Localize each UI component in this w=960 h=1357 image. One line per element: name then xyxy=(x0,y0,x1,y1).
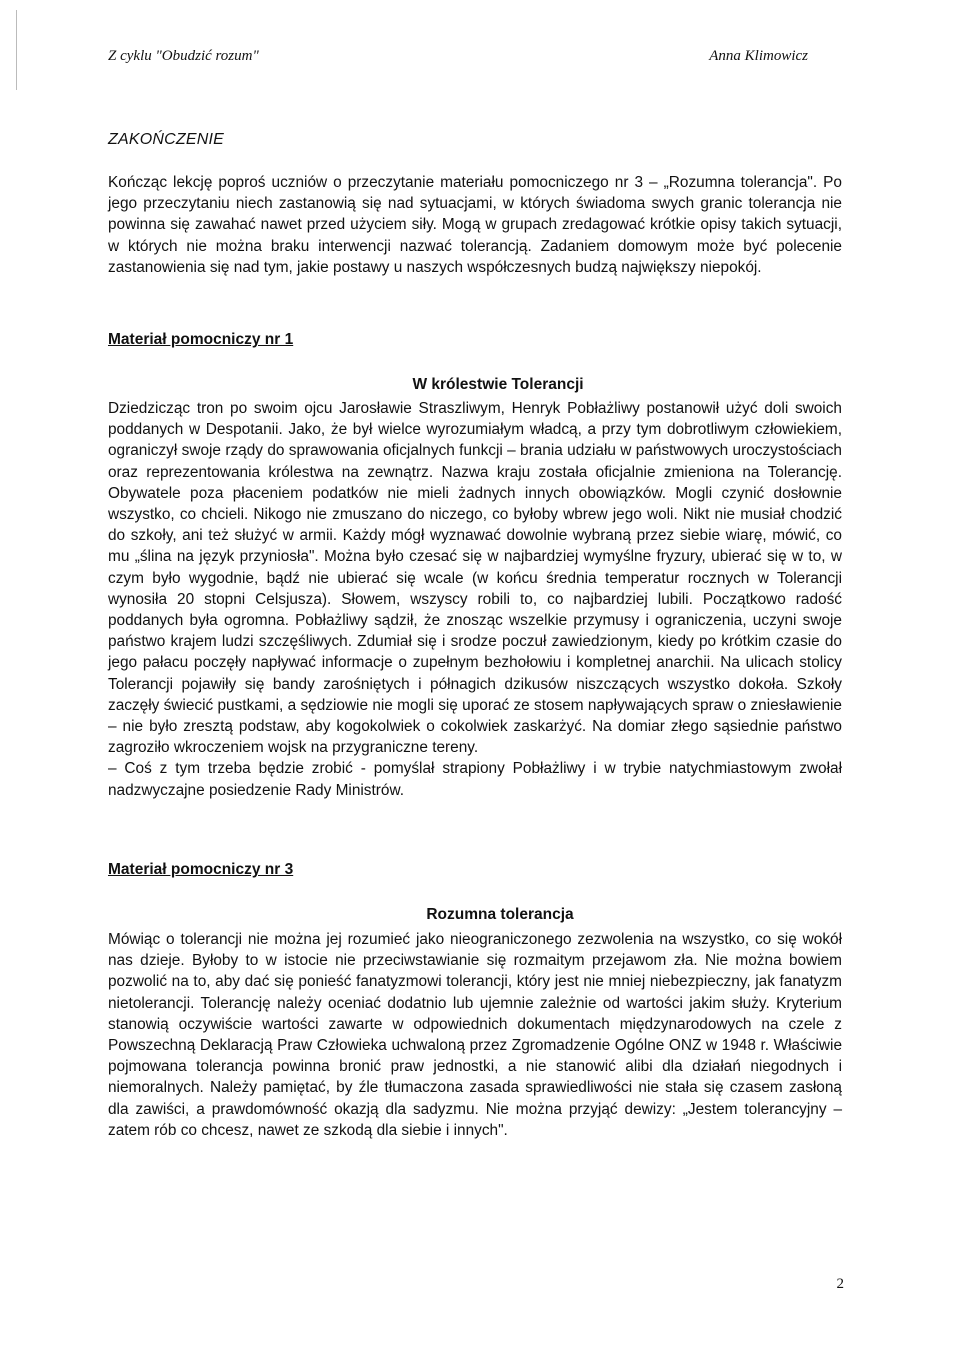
material1-body-block xyxy=(108,398,842,801)
material3-paragraph: Mówiąc o tolerancji nie można jej rozumieć jako nieograniczonego zezwolenia na wszystko, co się wokół nas dzieje. Byłoby to w istocie nie przeciwstawianie się rozmaitym przejawom zła. Nie można bowiem pozwolić na to, aby dać się ponieść fanatyzmowi tolerancji, który jest nie mniej niebezpieczny, jak fanatyzm nietolerancji. Tolerancję należy oceniać dodatnio lub ujemnie zależnie od wartości jakim służy. Kryterium stanowią oczywiście wartości zawarte w odpowiednich dokumentach międzynarodowych na czele z Powszechną Deklaracją Praw Człowieka uchwaloną przez Zgromadzenie Ogólne ONZ w 1948 r. Właściwie pojmowana tolerancja powinna bronić praw jednostki, a nie stanowić alibi dla działań niegodnych i niemoralnych. Należy pamiętać, by źle tłumaczona zasada sprawiedliwości nie stała się czasem zasłoną dla zawiści, a prawdomówność okazją dla sadyzmu. Nie można przyjąć dewizy: „Jestem tolerancyjny – zatem rób co chcesz, nawet ze szkodą dla siebie i innych". xyxy=(108,931,842,1139)
page-number: 2 xyxy=(836,1276,844,1292)
material1-title: W królestwie Tolerancji xyxy=(412,376,584,393)
material3-heading: Materiał pomocniczy nr 3 xyxy=(108,861,294,878)
intro-paragraph: Kończąc lekcję poproś uczniów o przeczytanie materiału pomocniczego nr 3 – „Rozumna tolerancja". Po jego przeczytaniu niech zastanowią się nad sytuacjami, w których świadoma swych granic tolerancja nie powinna się zawahać nawet przed użyciem siły. Mogą w grupach zredagować krótkie opisy takich sytuacji, w których nie można braku interwencji nazwać tolerancją. Zadaniem domowym może być polecenie zastanowienia się nad tym, jakie postawy u naszych współczesnych budzą największy niepokój. xyxy=(108,174,842,276)
header-series-title: Z cyklu "Obudzić rozum" xyxy=(108,48,259,64)
material1-closing-paragraph: – Coś z tym trzeba będzie zrobić - pomyślał strapiony Pobłażliwy i w trybie natychmiastowym zwołał nadzwyczajne posiedzenie Rady Ministrów. xyxy=(108,760,842,799)
material1-paragraph: Dziedzicząc tron po swoim ojcu Jarosławie Straszliwym, Henryk Pobłażliwy postanowił użyć doli swoich poddanych w Despotanii. Jako, że był wielce wyrozumiałym władcą, a przy tym dobrotliwym człowiekiem, ograniczył swoje rządy do sprawowania oficjalnych funkcji – brania udziału w państwowych uroczystościach oraz reprezentowania królestwa na zewnątrz. Nazwa kraju została oficjalnie zmieniona na Tolerancję. Obywatele poza płaceniem podatków nie mieli żadnych innych obowiązków. Mogli czynić dosłownie wszystko, co chcieli. Nikogo nie zmuszano do niczego, co byłoby wbrew jego woli. Nikt nie musiał chodzić do szkoły, ani też służyć w armii. Każdy mógł wyznawać dowolnie wybraną przez siebie wiarę, mówić, co mu „ślina na język przyniosła". Można było czesać się w najbardziej wymyślne fryzury, ubierać się w to, w czym było wygodnie, bądź nie ubierać się wcale (w końcu średnia temperatur rocznych w Tolerancji wynosiła 20 stopni Celsjusza). Słowem, wszyscy robili to, co najbardziej lubili. Początkowo radość poddanych była ogromna. Pobłażliwy sądził, że znosząc wszelkie przymusy i ograniczenia, uczyni swoje państwo krajem ludzi szczęśliwych. Zdumiał się i srodze poczuł zawiedzionym, kiedy po krótkim czasie do jego pałacu poczęły napływać informacje o zupełnym bezhołowiu i kompletnej anarchii. Na ulicach stolicy Tolerancji pojawiły się bandy zarośniętych i półnagich dzikusów niszczących wszystko dokoła. Szkoły zaczęły świecić pustkami, a sędziowie nie mogli się uporać ze stosem napływających spraw o zniesławienie – nie było zresztą podstaw, aby kogokolwiek o cokolwiek zaskarżyć. Na domiar złego sąsiednie państwo zagroziło wkroczeniem wojsk na przygraniczne tereny. xyxy=(108,400,842,757)
section-title: ZAKOŃCZENIE xyxy=(108,131,224,148)
material1-heading: Materiał pomocniczy nr 1 xyxy=(108,331,294,348)
scan-margin-mark xyxy=(16,10,17,90)
material3-title: Rozumna tolerancja xyxy=(426,906,574,923)
header-author: Anna Klimowicz xyxy=(709,48,808,64)
